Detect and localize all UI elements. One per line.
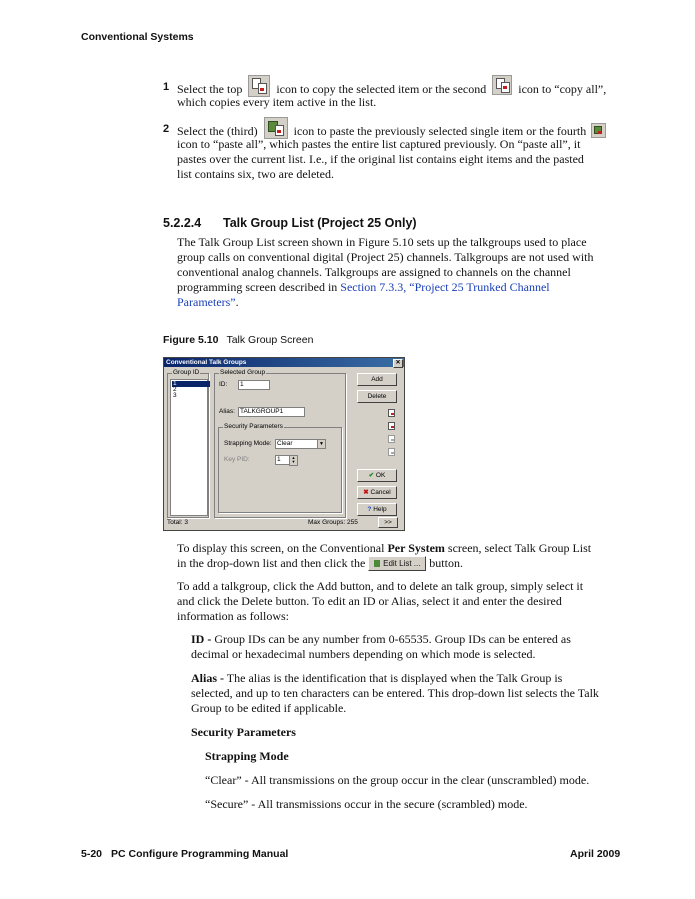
footer-date: April 2009 xyxy=(570,848,621,860)
section-title: Talk Group List (Project 25 Only) xyxy=(223,216,417,230)
section-para-line-5: Parameters”. xyxy=(177,295,239,309)
paste-icon xyxy=(264,117,288,139)
checkmark-icon: ✔ xyxy=(368,472,375,479)
id-label: ID: xyxy=(219,381,228,388)
step-number: 1 xyxy=(163,81,170,93)
max-groups-label: Max Groups: 255 xyxy=(308,519,358,526)
edit-list-button[interactable]: Edit List ... xyxy=(368,556,426,571)
section-link-title[interactable]: “Project 25 Trunked Channel xyxy=(409,280,550,294)
section-para-line-1: The Talk Group List screen shown in Figure 5.10 sets up the talkgroups used to place xyxy=(177,235,587,249)
add-para-line-2: and click the Delete button. To edit an ID or Alias, select it and enter the desired xyxy=(177,594,562,608)
id-def-line-1: ID - Group IDs can be any number from 0-65535. Group IDs can be entered as xyxy=(191,632,571,646)
section-number: 5.2.2.4 xyxy=(163,216,202,230)
section-link-title-end[interactable]: Parameters” xyxy=(177,295,236,309)
keypid-spinner[interactable]: ▲ ▼ xyxy=(289,455,298,466)
running-header: Conventional Systems xyxy=(81,31,194,43)
group-id-group xyxy=(167,369,209,518)
footer-page-number: 5-20 xyxy=(81,848,103,860)
step-2-line-1: Select the (third) icon to paste the previously selected single item or the fourth xyxy=(177,121,606,143)
section-link[interactable]: Section 7.3.3 xyxy=(340,280,404,294)
figure-caption xyxy=(163,334,313,346)
list-item[interactable]: 3 xyxy=(173,392,177,399)
alias-def-line-2: selected, and up to ten characters can be entered. This drop-down list selects the Talk xyxy=(191,686,599,700)
alias-label: Alias: xyxy=(219,408,235,415)
copy-all-icon xyxy=(492,75,512,95)
alias-def-line-1: Alias - The alias is the identification that is displayed when the Talk Group is xyxy=(191,671,563,685)
strapping-label: Strapping Mode: xyxy=(224,440,272,447)
more-button[interactable]: >> xyxy=(378,517,398,528)
keypid-input[interactable]: 1 xyxy=(275,455,290,465)
help-icon: ? xyxy=(367,506,372,513)
add-button[interactable]: Add xyxy=(357,373,397,386)
copy-icon[interactable] xyxy=(387,408,396,417)
id-term: ID - xyxy=(191,632,212,646)
footer-manual-title: PC Configure Programming Manual xyxy=(111,848,289,860)
paste-all-icon[interactable] xyxy=(387,447,396,456)
talk-group-dialog xyxy=(163,357,405,531)
copy-icon xyxy=(248,75,270,97)
cancel-button[interactable]: ✖ Cancel xyxy=(357,486,397,499)
section-para-line-2: group calls on conventional digital (Project 25) channels. Talkgroups are not used with xyxy=(177,250,594,264)
step-number: 2 xyxy=(163,123,170,135)
add-para-line-3: information as follows: xyxy=(177,609,289,623)
chevron-down-icon[interactable]: ▼ xyxy=(317,440,325,448)
selected-group-label: Selected Group xyxy=(220,369,266,376)
step-1 xyxy=(163,79,169,95)
paste-icon[interactable] xyxy=(387,434,396,443)
delete-button[interactable]: Delete xyxy=(357,390,397,403)
security-parameters-group xyxy=(218,423,342,513)
alias-input[interactable]: TALKGROUP1 xyxy=(238,407,305,417)
security-heading: Security Parameters xyxy=(191,725,296,739)
list-item[interactable]: 2 xyxy=(173,386,177,393)
alias-term: Alias - xyxy=(191,671,224,685)
step-2-line-4: list contains six, two are deleted. xyxy=(177,167,334,181)
clear-description: “Clear” - All transmissions on the group occur in the clear (unscrambled) mode. xyxy=(205,773,590,787)
step-2 xyxy=(163,121,169,137)
copy-all-icon[interactable] xyxy=(387,421,396,430)
id-input[interactable]: 1 xyxy=(238,380,270,390)
step-1-line-1: Select the top icon to copy the selected item or the second icon to “copy all”, xyxy=(177,79,606,101)
close-icon[interactable]: ✕ xyxy=(393,359,403,368)
paste-all-icon xyxy=(591,123,606,138)
security-label: Security Parameters xyxy=(224,423,283,430)
group-id-label: Group ID xyxy=(173,369,200,376)
step-2-line-3: pastes over the current list. I.e., if the original list contains eight items and the pasted xyxy=(177,152,584,166)
group-id-list[interactable] xyxy=(170,379,208,516)
keypid-label: Key PID: xyxy=(224,456,250,463)
total-label: Total: 3 xyxy=(167,519,188,526)
ok-button[interactable]: ✔ OK xyxy=(357,469,397,482)
id-def-line-2: decimal or hexadecimal numbers depending on which mode is selected. xyxy=(191,647,536,661)
section-heading xyxy=(163,216,417,230)
selected-group xyxy=(214,369,346,518)
list-icon xyxy=(374,560,380,567)
strapping-select[interactable] xyxy=(275,439,326,449)
section-para-line-4: programming screen described in Section 7.3.3, “Project 25 Trunked Channel xyxy=(177,280,550,294)
display-para-line-1: To display this screen, on the Conventional Per System screen, select Talk Group List xyxy=(177,541,592,555)
strapping-value: Clear xyxy=(277,440,293,447)
step-2-line-2: icon to “paste all”, which pastes the entire list captured previously. On “paste all”, it xyxy=(177,137,581,151)
secure-description: “Secure” - All transmissions occur in the secure (scrambled) mode. xyxy=(205,797,528,811)
x-icon: ✖ xyxy=(363,489,369,496)
add-para-line-1: To add a talkgroup, click the Add button, and to delete an talk group, simply select it xyxy=(177,579,584,593)
figure-label: Figure 5.10 xyxy=(163,334,219,346)
strapping-heading: Strapping Mode xyxy=(205,749,289,763)
dialog-title: Conventional Talk Groups xyxy=(166,359,247,366)
figure-title: Talk Group Screen xyxy=(226,334,314,346)
help-button[interactable]: ? Help xyxy=(357,503,397,516)
alias-def-line-3: Group to be edited if applicable. xyxy=(191,701,347,715)
dialog-title-bar xyxy=(164,358,404,367)
step-1-line-2: which copies every item active in the list. xyxy=(177,95,377,109)
list-item[interactable]: 1 xyxy=(172,381,210,387)
section-para-line-3: conventional analog channels. Talkgroups are assigned to channels on the channel xyxy=(177,265,571,279)
display-para-line-2: in the drop-down list and then click the Edit List ... button. xyxy=(177,556,463,570)
